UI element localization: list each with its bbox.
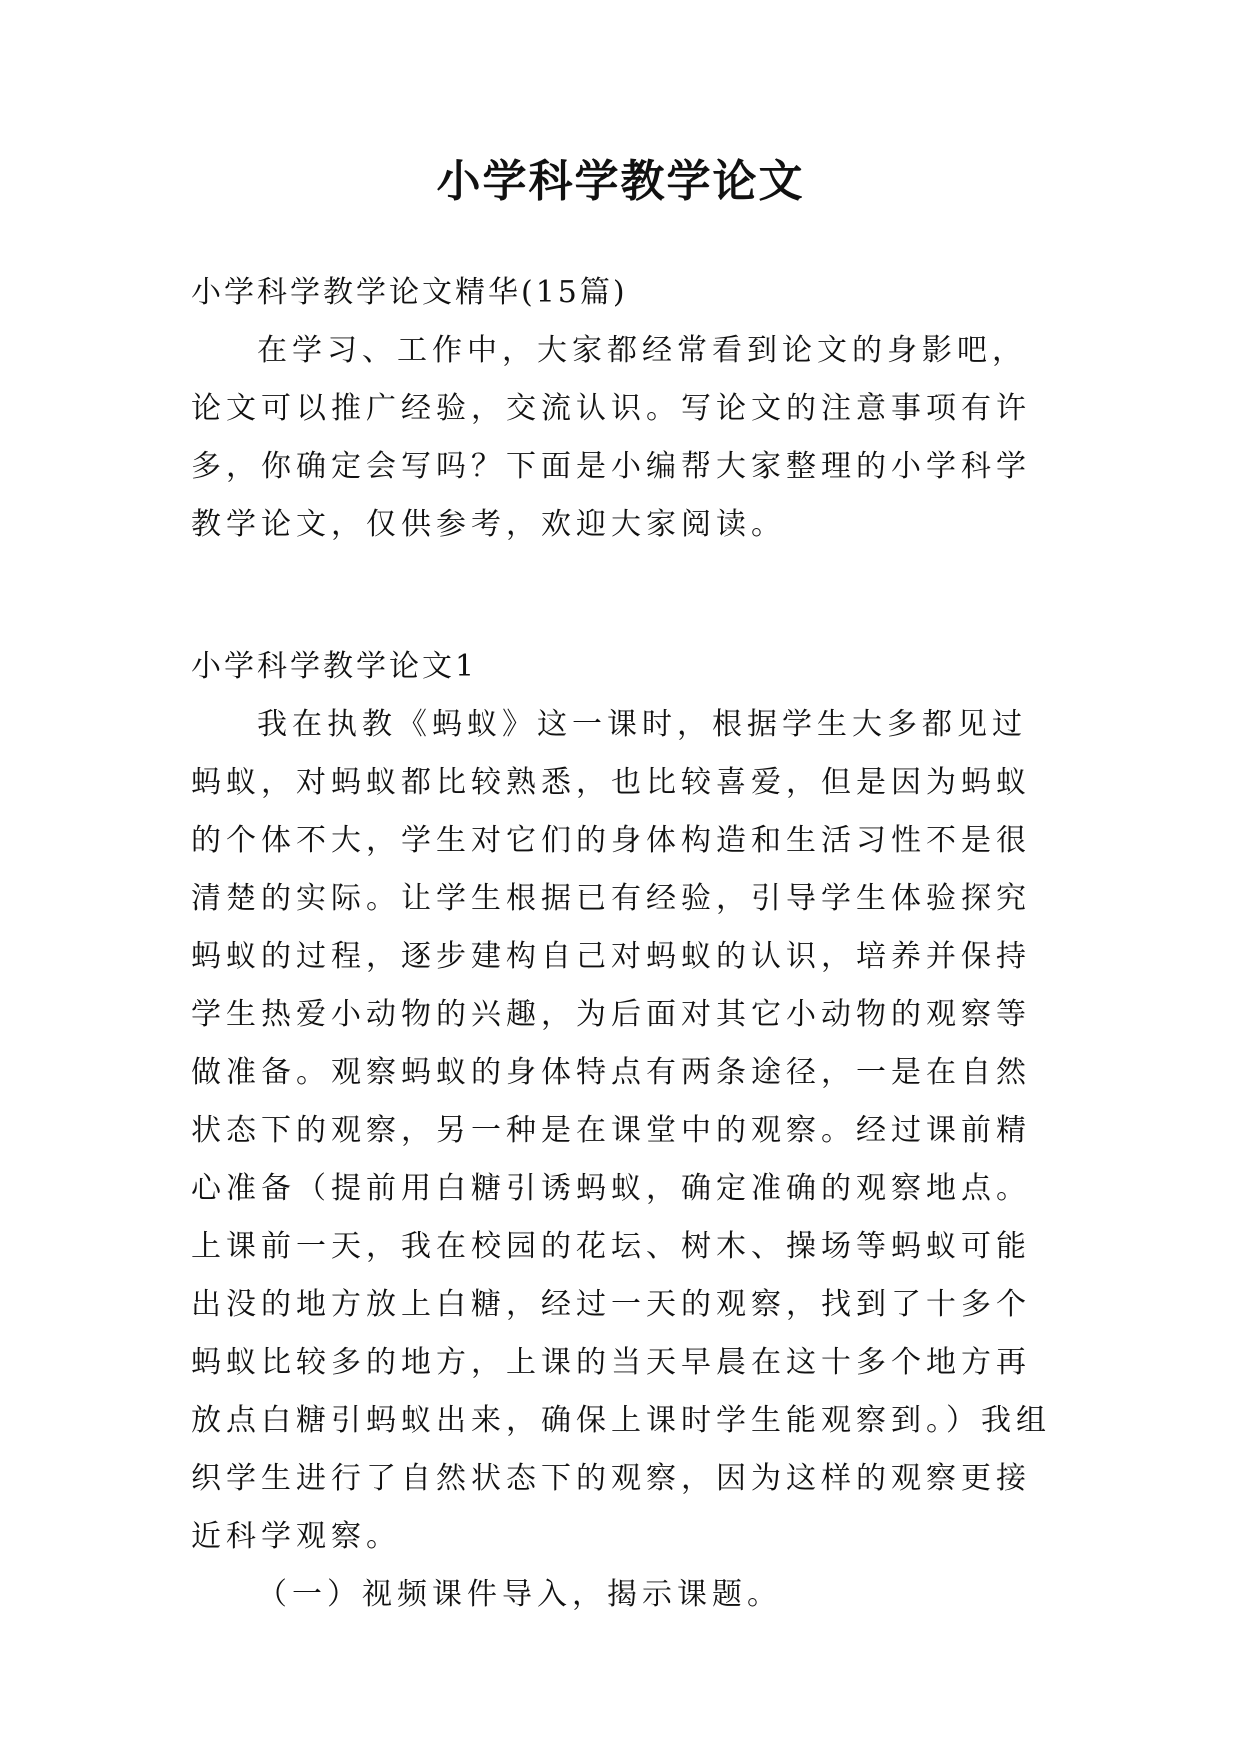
section-heading: 小学科学教学论文1 <box>191 649 478 684</box>
document-title: 小学科学教学论文 <box>436 156 805 207</box>
section-paragraph-2: （一）视频课件导入，揭示课题。 <box>257 1577 782 1612</box>
essay-section-1 <box>191 638 1051 1624</box>
section-paragraph-1: 我在执教《蚂蚁》这一课时，根据学生大多都见过蚂蚁，对蚂蚁都比较熟悉，也比较喜爱，但是因为蚂蚁的个体不大，学生对它们的身体构造和生活习性不是很清楚的实际。让学生根据已有经验，引导学生体验探究蚂蚁的过程，逐步建构自己对蚂蚁的认识，培养并保持学生热爱小动物的兴趣，为后面对其它小动物的观察等做准备。观察蚂蚁的身体特点有两条途径，一是在自然状态下的观察，另一种是在课堂中的观察。经过课前精心准备（提前用白糖引诱蚂蚁，确定准确的观察地点。上课前一天，我在校园的花坛、树木、操场等蚂蚁可能出没的地方放上白糖，经过一天的观察，找到了十多个蚂蚁比较多的地方，上课的当天早晨在这十多个地方再放点白糖引蚂蚁出来，确保上课时学生能观察到。）我组织学生进行了自然状态下的观察，因为这样的观察更接近科学观察。 <box>191 707 1051 1554</box>
document-subtitle: 小学科学教学论文精华(15篇) <box>191 275 628 310</box>
intro-block <box>191 264 1051 554</box>
intro-paragraph: 在学习、工作中，大家都经常看到论文的身影吧，论文可以推广经验，交流认识。写论文的注意事项有许多，你确定会写吗？下面是小编帮大家整理的小学科学教学论文，仅供参考，欢迎大家阅读。 <box>191 333 1031 542</box>
